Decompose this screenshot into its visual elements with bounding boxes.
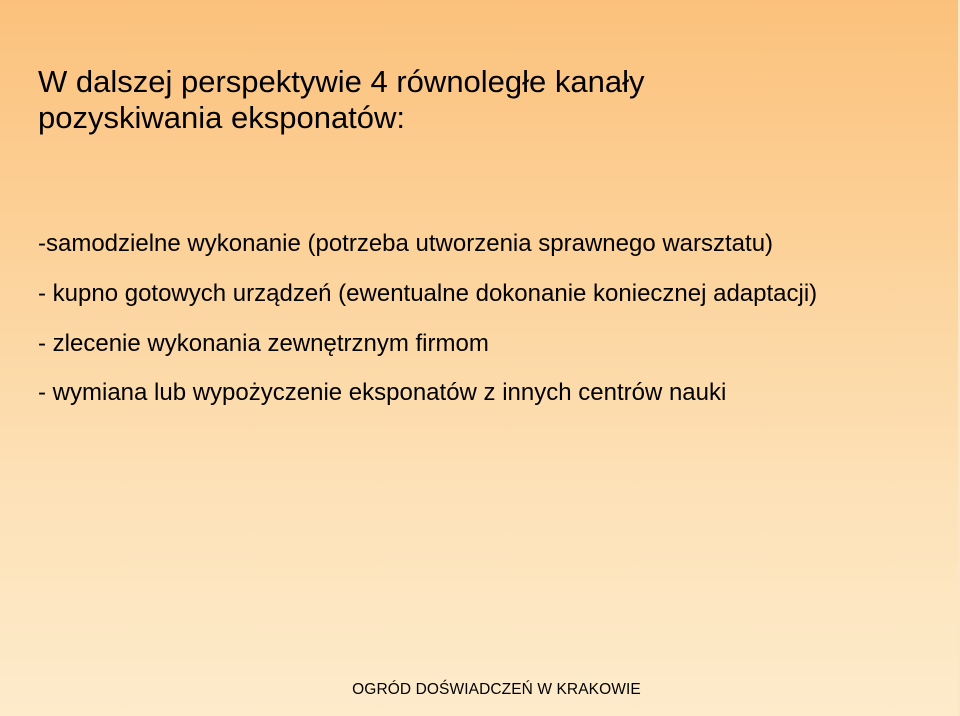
list-item-self-made: -samodzielne wykonanie (potrzeba utworzenia sprawnego warsztatu) <box>38 230 774 257</box>
list-item-purchase: - kupno gotowych urządzeń (ewentualne dokonanie koniecznej adaptacji) <box>38 280 818 307</box>
channel-list <box>38 229 938 407</box>
list-item-outsourcing: - zlecenie wykonania zewnętrznym firmom <box>38 330 489 357</box>
slide-title-line-1: W dalszej perspektywie 4 równoległe kanały <box>38 64 645 99</box>
slide-footer: OGRÓD DOŚWIADCZEŃ W KRAKOWIE <box>352 681 641 698</box>
slide-title <box>38 64 918 136</box>
slide-title-line-2: pozyskiwania eksponatów: <box>38 100 406 135</box>
list-item-exchange: - wymiana lub wypożyczenie eksponatów z innych centrów nauki <box>38 379 727 406</box>
